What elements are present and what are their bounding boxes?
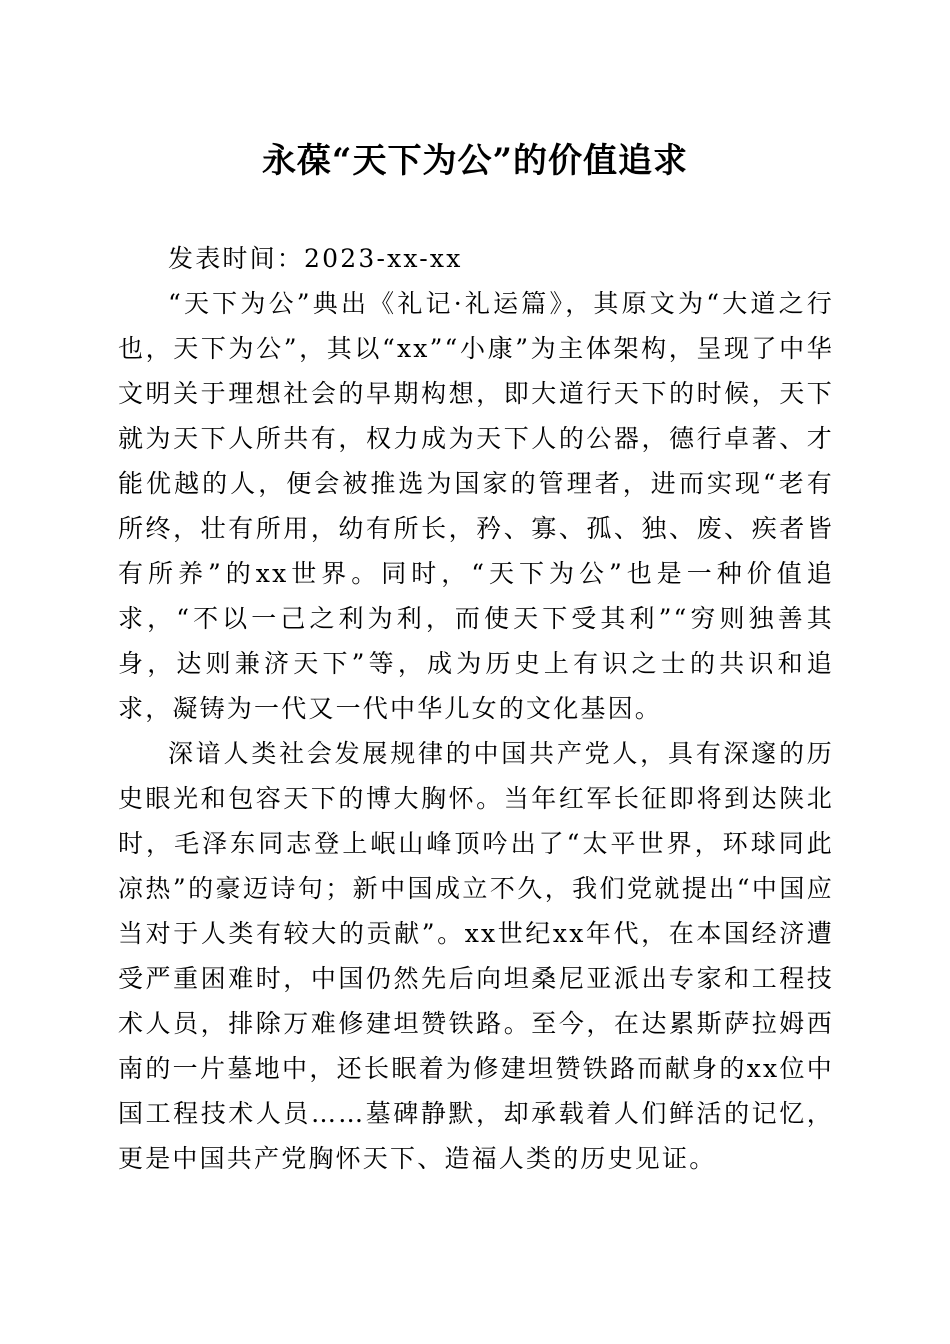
paragraph-1: “天下为公”典出《礼记·礼运篇》，其原文为“大道之行也，天下为公”，其以“xx”“小康”为主体架构，呈现了中华文明关于理想社会的早期构想，即大道行天下的时候，天下就为天下人所共有，权力成为天下人的公器，德行卓著、才能优越的人，便会被推选为国家的管理者，进而实现“老有所终，壮有所用，幼有所长，矜、寡、孤、独、废、疾者皆有所养”的xx世界。同时，“天下为公”也是一种价值追求，“不以一己之利为利，而使天下受其利”“穷则独善其身，达则兼济天下”等，成为历史上有识之士的共识和追求，凝铸为一代又一代中华儿女的文化基因。: [118, 289, 834, 723]
document-body: [118, 236, 834, 1181]
publish-label: 发表时间：: [168, 244, 305, 273]
publish-date: 2023-xx-xx: [304, 244, 463, 273]
document-title: 永葆“天下为公”的价值追求: [261, 141, 689, 181]
publish-info: [118, 236, 834, 281]
paragraph-2: 深谙人类社会发展规律的中国共产党人，具有深邃的历史眼光和包容天下的博大胸怀。当年红军长征即将到达陕北时，毛泽东同志登上岷山峰顶吟出了“太平世界，环球同此凉热”的豪迈诗句；新中国成立不久，我们党就提出“中国应当对于人类有较大的贡献”。xx世纪xx年代，在本国经济遭受严重困难时，中国仍然先后向坦桑尼亚派出专家和工程技术人员，排除万难修建坦赞铁路。至今，在达累斯萨拉姆西南的一片墓地中，还长眠着为修建坦赞铁路而献身的xx位中国工程技术人员……墓碑静默，却承载着人们鲜活的记忆，更是中国共产党胸怀天下、造福人类的历史见证。: [118, 739, 834, 1173]
